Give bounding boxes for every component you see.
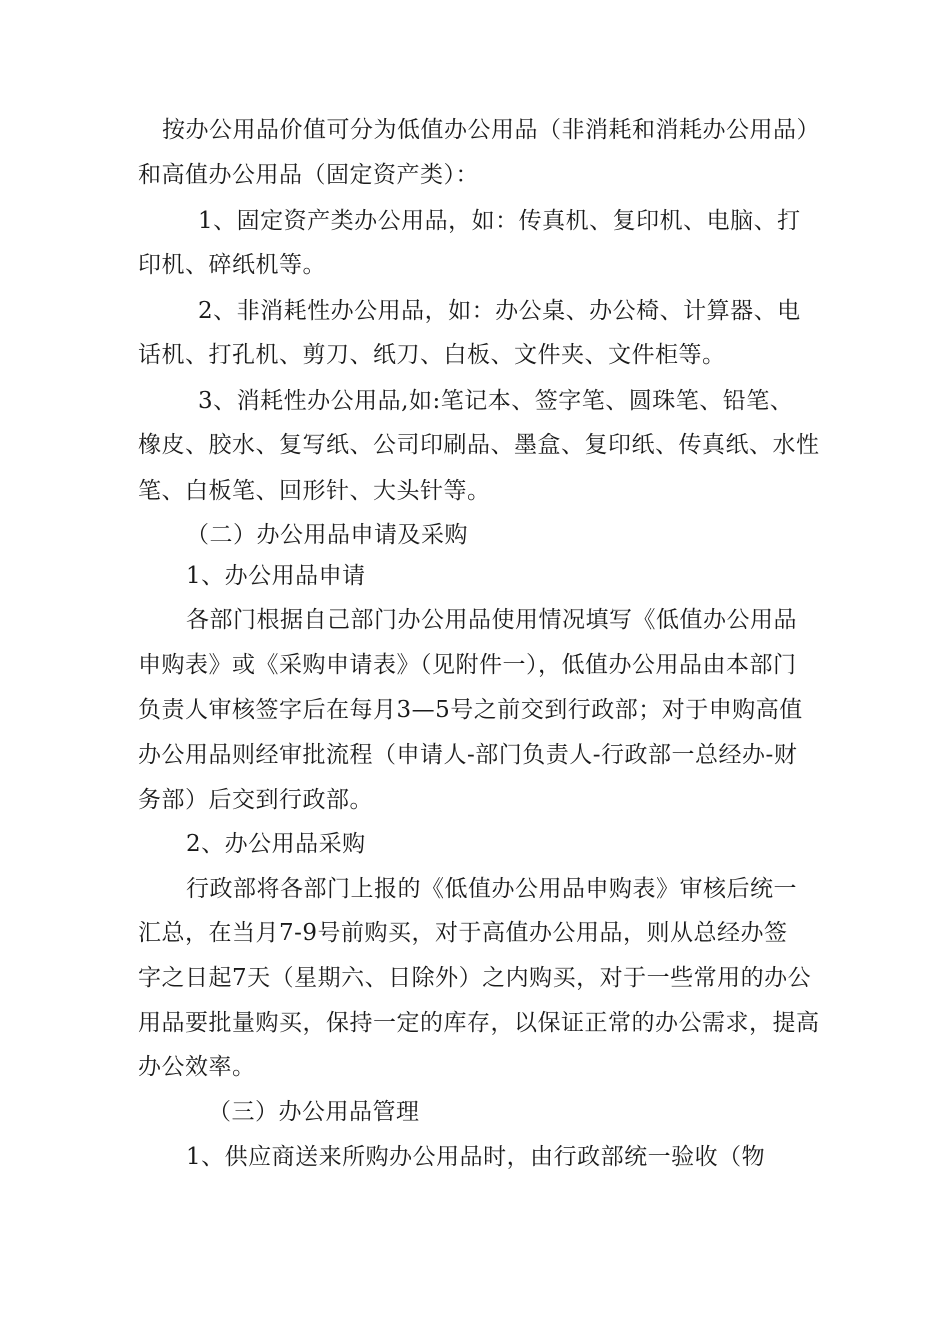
section-heading: （三）办公用品管理 bbox=[208, 1099, 420, 1125]
paragraph-line: 行政部将各部门上报的《低值办公用品申购表》审核后统一 bbox=[186, 876, 797, 902]
paragraph-line: 和高值办公用品（固定资产类）： bbox=[138, 162, 479, 188]
list-item-line: 橡皮、胶水、复写纸、公司印刷品、墨盒、复印纸、传真纸、水性 bbox=[138, 432, 820, 458]
list-item-line: 3、消耗性办公用品,如:笔记本、签字笔、圆珠笔、铅笔、 bbox=[198, 388, 794, 414]
paragraph-line: 汇总，在当月7-9号前购买，对于高值办公用品，则从总经办签 bbox=[138, 920, 788, 946]
subsection-heading: 2、办公用品采购 bbox=[186, 831, 366, 857]
section-heading: （二）办公用品申请及采购 bbox=[186, 522, 468, 548]
paragraph-line: 字之日起7天（星期六、日除外）之内购买，对于一些常用的办公 bbox=[138, 965, 812, 991]
paragraph-line: 1、供应商送来所购办公用品时，由行政部统一验收（物 bbox=[186, 1144, 766, 1170]
subsection-heading: 1、办公用品申请 bbox=[186, 563, 366, 589]
list-item-line: 2、非消耗性办公用品，如：办公桌、办公椅、计算器、电 bbox=[198, 298, 801, 324]
paragraph-line: 办公用品则经审批流程（申请人-部门负责人-行政部一总经办-财 bbox=[138, 742, 798, 768]
paragraph-line: 各部门根据自己部门办公用品使用情况填写《低值办公用品 bbox=[186, 607, 797, 633]
paragraph-line: 用品要批量购买，保持一定的库存，以保证正常的办公需求，提高 bbox=[138, 1010, 820, 1036]
paragraph-line: 按办公用品价值可分为低值办公用品（非消耗和消耗办公用品） bbox=[162, 117, 820, 143]
paragraph-line: 申购表》或《采购申请表》（见附件一），低值办公用品由本部门 bbox=[138, 652, 797, 678]
paragraph-line: 办公效率。 bbox=[138, 1054, 256, 1080]
list-item-line: 话机、打孔机、剪刀、纸刀、白板、文件夹、文件柜等。 bbox=[138, 342, 726, 368]
list-item-line: 1、固定资产类办公用品，如：传真机、复印机、电脑、打 bbox=[198, 208, 801, 234]
paragraph-line: 务部）后交到行政部。 bbox=[138, 787, 373, 813]
paragraph-line: 负责人审核签字后在每月3—5号之前交到行政部；对于申购高值 bbox=[138, 697, 803, 723]
list-item-line: 笔、白板笔、回形针、大头针等。 bbox=[138, 478, 491, 504]
list-item-line: 印机、碎纸机等。 bbox=[138, 252, 326, 278]
